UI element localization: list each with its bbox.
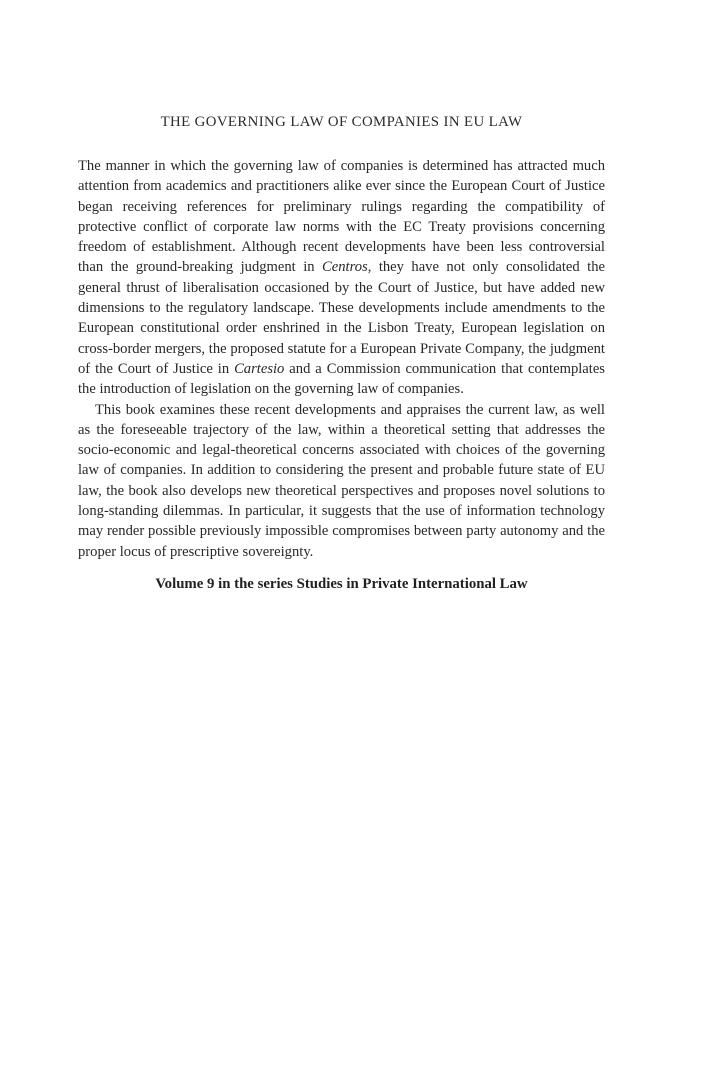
text-block — [78, 112, 605, 594]
paragraph-1: The manner in which the governing law of companies is determined has attracted much attention from academics and practitioners alike ever since the European Court of Justice began receiving references for preliminary rulings regarding the compatibility of protective conflict of corporate law norms with the EC Treaty provisions concerning freedom of establishment. Although recent developments have been less controversial than the ground-breaking judgment in Centros, they have not only consolidated the general thrust of liberalisation occasioned by the Court of Justice, but have added new dimensions to the regulatory landscape. These developments include amendments to the European constitutional order enshrined in the Lisbon Treaty, European legislation on cross-border mergers, the proposed statute for a European Private Company, the judgment of the Court of Justice in Cartesio and a Commission communication that contemplates the introduction of legislation on the governing law of companies. — [78, 158, 605, 398]
paragraph-2: This book examines these recent developments and appraises the current law, as well as the foreseeable trajectory of the law, within a theoretical setting that addresses the socio-economic and legal-theoretical concerns associated with choices of the governing law of companies. In addition to considering the present and probable future state of EU law, the book also develops new theoretical perspectives and proposes novel solutions to long-standing dilemmas. In particular, it suggests that the use of information technology may render possible previously impossible compromises between party autonomy and the proper locus of prescriptive sovereignty. — [78, 401, 605, 560]
page-title: THE GOVERNING LAW OF COMPANIES IN EU LAW — [160, 114, 523, 130]
body-paragraphs — [78, 156, 605, 562]
series-note: Volume 9 in the series Studies in Private International Law — [155, 575, 528, 592]
